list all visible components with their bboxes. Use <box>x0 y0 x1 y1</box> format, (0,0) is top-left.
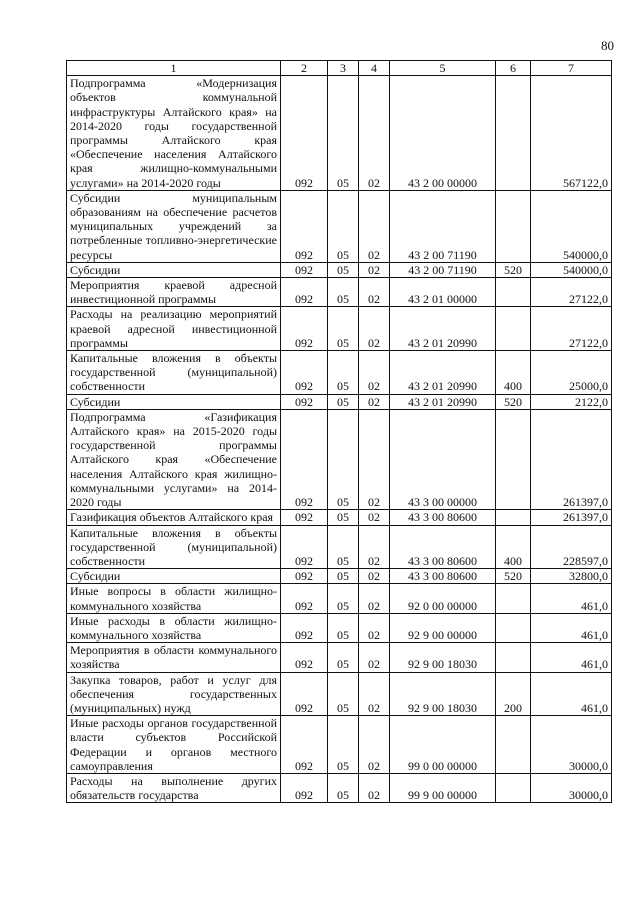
row-ministry-code-cell: 092 <box>281 525 328 569</box>
table-row <box>67 510 612 525</box>
header-cell-2: 2 <box>281 61 328 76</box>
row-subsection-cell: 02 <box>359 510 390 525</box>
row-ministry-code-cell: 092 <box>281 773 328 802</box>
row-ministry-code-cell: 092 <box>281 584 328 613</box>
row-subsection-cell: 02 <box>359 716 390 774</box>
header-cell-7: 7 <box>531 61 612 76</box>
row-amount-cell: 2122,0 <box>531 394 612 409</box>
row-expense-type-cell <box>496 584 531 613</box>
row-name-cell: Закупка товаров, работ и услуг для обеспечения государственных (муниципальных) нужд <box>67 672 281 716</box>
row-section-cell: 05 <box>328 351 359 395</box>
row-name-cell: Расходы на реализацию мероприятий краевой адресной инвестиционной программы <box>67 307 281 351</box>
row-expense-type-cell <box>496 76 531 191</box>
row-amount-cell: 261397,0 <box>531 510 612 525</box>
row-amount-cell: 27122,0 <box>531 278 612 307</box>
row-amount-cell: 30000,0 <box>531 716 612 774</box>
table-row <box>67 351 612 395</box>
row-name-cell: Газификация объектов Алтайского края <box>67 510 281 525</box>
row-section-cell: 05 <box>328 613 359 642</box>
row-ministry-code-cell: 092 <box>281 307 328 351</box>
row-ministry-code-cell: 092 <box>281 76 328 191</box>
row-expense-type-cell <box>496 278 531 307</box>
row-section-cell: 05 <box>328 716 359 774</box>
table-row <box>67 262 612 277</box>
header-cell-5: 5 <box>390 61 496 76</box>
row-ministry-code-cell: 092 <box>281 278 328 307</box>
row-section-cell: 05 <box>328 394 359 409</box>
row-section-cell: 05 <box>328 190 359 262</box>
row-ministry-code-cell: 092 <box>281 394 328 409</box>
row-section-cell: 05 <box>328 278 359 307</box>
row-subsection-cell: 02 <box>359 351 390 395</box>
table-row <box>67 643 612 672</box>
row-ministry-code-cell: 092 <box>281 643 328 672</box>
row-amount-cell: 540000,0 <box>531 190 612 262</box>
row-target-article-cell: 92 9 00 18030 <box>390 643 496 672</box>
row-expense-type-cell: 400 <box>496 525 531 569</box>
row-amount-cell: 461,0 <box>531 584 612 613</box>
row-subsection-cell: 02 <box>359 262 390 277</box>
row-amount-cell: 461,0 <box>531 613 612 642</box>
row-target-article-cell: 92 9 00 18030 <box>390 672 496 716</box>
row-amount-cell: 461,0 <box>531 643 612 672</box>
row-expense-type-cell <box>496 190 531 262</box>
header-cell-3: 3 <box>328 61 359 76</box>
row-target-article-cell: 43 3 00 80600 <box>390 525 496 569</box>
row-name-cell: Иные расходы органов государственной власти субъектов Российской Федерации и органов местного самоуправления <box>67 716 281 774</box>
row-ministry-code-cell: 092 <box>281 351 328 395</box>
row-amount-cell: 27122,0 <box>531 307 612 351</box>
row-subsection-cell: 02 <box>359 278 390 307</box>
row-section-cell: 05 <box>328 643 359 672</box>
row-target-article-cell: 43 2 01 20990 <box>390 394 496 409</box>
row-target-article-cell: 43 2 01 20990 <box>390 307 496 351</box>
row-subsection-cell: 02 <box>359 643 390 672</box>
row-target-article-cell: 43 2 00 71190 <box>390 190 496 262</box>
row-target-article-cell: 43 3 00 80600 <box>390 510 496 525</box>
row-expense-type-cell: 400 <box>496 351 531 395</box>
row-amount-cell: 261397,0 <box>531 409 612 509</box>
header-cell-1: 1 <box>67 61 281 76</box>
row-subsection-cell: 02 <box>359 307 390 351</box>
row-target-article-cell: 43 2 00 00000 <box>390 76 496 191</box>
row-section-cell: 05 <box>328 262 359 277</box>
row-subsection-cell: 02 <box>359 613 390 642</box>
row-expense-type-cell: 520 <box>496 262 531 277</box>
row-name-cell: Расходы на выполнение других обязательств государства <box>67 773 281 802</box>
row-name-cell: Субсидии <box>67 394 281 409</box>
row-ministry-code-cell: 092 <box>281 672 328 716</box>
row-target-article-cell: 92 9 00 00000 <box>390 613 496 642</box>
table-row <box>67 278 612 307</box>
table-row <box>67 584 612 613</box>
table-row <box>67 409 612 509</box>
table-body <box>67 76 612 803</box>
row-amount-cell: 567122,0 <box>531 76 612 191</box>
table-row <box>67 190 612 262</box>
row-ministry-code-cell: 092 <box>281 510 328 525</box>
row-expense-type-cell <box>496 307 531 351</box>
row-expense-type-cell: 200 <box>496 672 531 716</box>
table-row <box>67 613 612 642</box>
row-ministry-code-cell: 092 <box>281 190 328 262</box>
row-section-cell: 05 <box>328 76 359 191</box>
row-name-cell: Подпрограмма «Газификация Алтайского края» на 2015-2020 годы государственной программы Алтайского края «Обеспечение населения Алтайского края жилищно-коммунальными услугами» на 2014-2020 годы <box>67 409 281 509</box>
row-name-cell: Мероприятия краевой адресной инвестиционной программы <box>67 278 281 307</box>
row-ministry-code-cell: 092 <box>281 613 328 642</box>
table-row <box>67 672 612 716</box>
row-expense-type-cell <box>496 716 531 774</box>
row-expense-type-cell <box>496 613 531 642</box>
row-ministry-code-cell: 092 <box>281 569 328 584</box>
row-section-cell: 05 <box>328 672 359 716</box>
row-target-article-cell: 99 9 00 00000 <box>390 773 496 802</box>
row-name-cell: Мероприятия в области коммунального хозяйства <box>67 643 281 672</box>
row-name-cell: Капитальные вложения в объекты государственной (муниципальной) собственности <box>67 525 281 569</box>
row-subsection-cell: 02 <box>359 409 390 509</box>
row-expense-type-cell <box>496 409 531 509</box>
row-section-cell: 05 <box>328 307 359 351</box>
table-row <box>67 716 612 774</box>
page-number: 80 <box>601 38 614 53</box>
row-expense-type-cell <box>496 773 531 802</box>
row-expense-type-cell: 520 <box>496 569 531 584</box>
row-section-cell: 05 <box>328 584 359 613</box>
row-amount-cell: 32800,0 <box>531 569 612 584</box>
row-section-cell: 05 <box>328 773 359 802</box>
row-section-cell: 05 <box>328 409 359 509</box>
row-name-cell: Субсидии <box>67 569 281 584</box>
row-name-cell: Иные расходы в области жилищно-коммунального хозяйства <box>67 613 281 642</box>
row-subsection-cell: 02 <box>359 773 390 802</box>
row-target-article-cell: 92 0 00 00000 <box>390 584 496 613</box>
row-section-cell: 05 <box>328 510 359 525</box>
header-cell-4: 4 <box>359 61 390 76</box>
row-subsection-cell: 02 <box>359 525 390 569</box>
row-target-article-cell: 43 3 00 80600 <box>390 569 496 584</box>
row-expense-type-cell: 520 <box>496 394 531 409</box>
row-section-cell: 05 <box>328 525 359 569</box>
table-row <box>67 76 612 191</box>
row-target-article-cell: 99 0 00 00000 <box>390 716 496 774</box>
row-target-article-cell: 43 3 00 00000 <box>390 409 496 509</box>
header-cell-6: 6 <box>496 61 531 76</box>
row-name-cell: Подпрограмма «Модернизация объектов коммунальной инфраструктуры Алтайского края» на 2014-2020 годы государственной программы Алтайского края «Обеспечение населения Алтайского края жилищно-коммунальными услугами» на 2014-2020 годы <box>67 76 281 191</box>
row-ministry-code-cell: 092 <box>281 262 328 277</box>
row-name-cell: Субсидии муниципальным образованиям на обеспечение расчетов муниципальных учреждений за потребленные топливно-энергетические ресурсы <box>67 190 281 262</box>
table-row <box>67 307 612 351</box>
row-expense-type-cell <box>496 643 531 672</box>
row-ministry-code-cell: 092 <box>281 409 328 509</box>
row-subsection-cell: 02 <box>359 190 390 262</box>
row-amount-cell: 30000,0 <box>531 773 612 802</box>
budget-table <box>66 60 612 803</box>
row-subsection-cell: 02 <box>359 672 390 716</box>
header-row <box>67 61 612 76</box>
row-subsection-cell: 02 <box>359 394 390 409</box>
row-target-article-cell: 43 2 00 71190 <box>390 262 496 277</box>
row-name-cell: Субсидии <box>67 262 281 277</box>
row-amount-cell: 540000,0 <box>531 262 612 277</box>
row-expense-type-cell <box>496 510 531 525</box>
row-name-cell: Иные вопросы в области жилищно-коммунального хозяйства <box>67 584 281 613</box>
table-row <box>67 569 612 584</box>
row-name-cell: Капитальные вложения в объекты государственной (муниципальной) собственности <box>67 351 281 395</box>
table-row <box>67 525 612 569</box>
row-subsection-cell: 02 <box>359 76 390 191</box>
table-row <box>67 394 612 409</box>
row-target-article-cell: 43 2 01 20990 <box>390 351 496 395</box>
row-subsection-cell: 02 <box>359 569 390 584</box>
row-section-cell: 05 <box>328 569 359 584</box>
row-amount-cell: 228597,0 <box>531 525 612 569</box>
row-target-article-cell: 43 2 01 00000 <box>390 278 496 307</box>
table-row <box>67 773 612 802</box>
row-amount-cell: 461,0 <box>531 672 612 716</box>
row-subsection-cell: 02 <box>359 584 390 613</box>
row-ministry-code-cell: 092 <box>281 716 328 774</box>
row-amount-cell: 25000,0 <box>531 351 612 395</box>
